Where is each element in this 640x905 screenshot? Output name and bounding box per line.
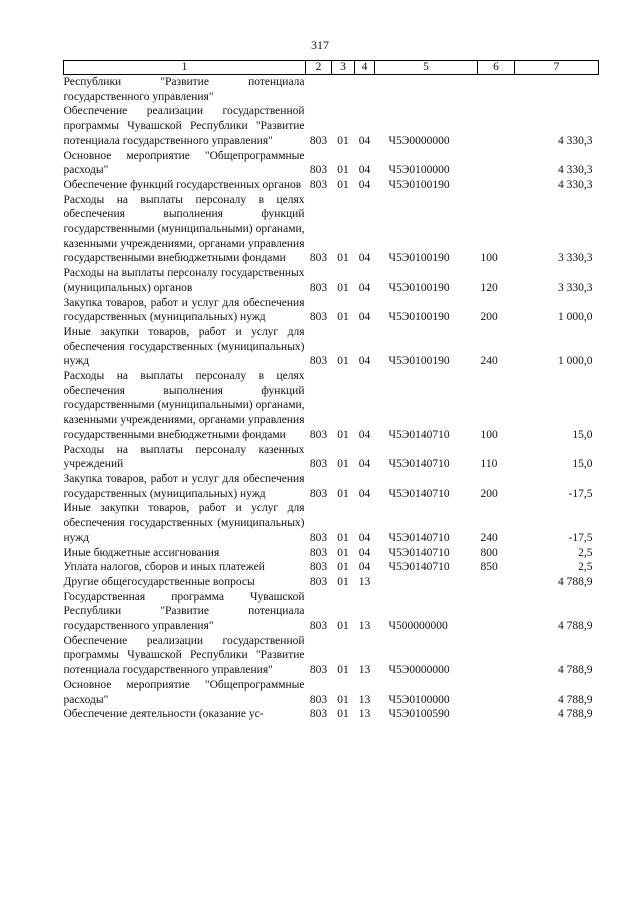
table-row bbox=[64, 325, 599, 369]
code-section: 01 bbox=[337, 693, 349, 706]
code-section: 01 bbox=[337, 252, 349, 265]
amount: 3 330,3 bbox=[558, 252, 593, 265]
code-subsection: 13 bbox=[358, 664, 371, 677]
code-subsection: 04 bbox=[358, 252, 371, 265]
code-section: 01 bbox=[337, 531, 349, 544]
amount: 4 788,9 bbox=[558, 575, 593, 588]
table-row bbox=[64, 193, 599, 267]
row-description: Иные закупки товаров, работ и услуг для обеспечения государственных (муниципальных) нужд bbox=[63, 325, 305, 368]
row-description: Республики "Развитие потенциала государственного управления" bbox=[63, 76, 305, 103]
code-ministry: 803 bbox=[309, 281, 328, 294]
table-row bbox=[64, 266, 599, 295]
header-cell: 2 bbox=[306, 61, 332, 75]
table-row bbox=[64, 575, 599, 590]
amount: -17,5 bbox=[568, 487, 593, 500]
header-cell: 6 bbox=[478, 61, 515, 75]
amount: 1 000,0 bbox=[558, 355, 593, 368]
code-ministry: 803 bbox=[309, 531, 328, 544]
code-ministry: 803 bbox=[309, 178, 328, 191]
code-target: Ч500000000 bbox=[388, 620, 448, 633]
amount: -17,5 bbox=[568, 531, 593, 544]
row-description: Обеспечение реализации государственной программы Чувашской Республики "Развитие потенциала государственного управления" bbox=[63, 105, 305, 147]
code-expense-type: 240 bbox=[480, 355, 498, 368]
code-target: Ч5Э0100190 bbox=[388, 178, 450, 191]
table-row bbox=[64, 369, 599, 443]
code-expense-type bbox=[478, 575, 515, 590]
row-description: Расходы на выплаты персоналу казенных учреждений bbox=[63, 443, 305, 471]
code-subsection: 04 bbox=[358, 164, 371, 177]
code-target bbox=[375, 75, 478, 105]
code-section: 01 bbox=[337, 281, 349, 294]
code-target: Ч5Э0140710 bbox=[388, 546, 450, 559]
code-ministry: 803 bbox=[309, 546, 328, 559]
code-expense-type: 800 bbox=[480, 546, 498, 559]
code-ministry: 803 bbox=[309, 693, 328, 706]
code-subsection: 04 bbox=[358, 546, 371, 559]
row-description: Расходы на выплаты персоналу государственных (муниципальных) органов bbox=[63, 267, 305, 294]
code-subsection bbox=[355, 75, 375, 105]
amount: 4 330,3 bbox=[558, 178, 593, 191]
code-ministry: 803 bbox=[309, 487, 328, 500]
code-expense-type bbox=[478, 634, 515, 678]
code-subsection: 13 bbox=[358, 620, 371, 633]
row-description: Государственная программа Чувашской Республики "Развитие потенциала государственного управления" bbox=[63, 590, 305, 633]
code-expense-type: 100 bbox=[480, 428, 498, 441]
code-section: 01 bbox=[337, 561, 349, 574]
row-description: Расходы на выплаты персоналу в целях обеспечения выполнения функций государственными (муниципальными) органами, казенными учреждениями, органами управления государственными внебюджетными фондами bbox=[63, 370, 305, 441]
table-row bbox=[64, 149, 599, 178]
code-target: Ч5Э0140710 bbox=[388, 561, 450, 574]
code-expense-type bbox=[478, 104, 515, 148]
row-description: Основное мероприятие "Общепрограммные расходы" bbox=[63, 678, 305, 706]
code-section: 01 bbox=[337, 664, 349, 677]
header-row bbox=[64, 61, 599, 75]
code-section: 01 bbox=[337, 458, 349, 471]
code-subsection: 04 bbox=[358, 458, 371, 471]
code-section: 01 bbox=[337, 546, 349, 559]
table-row bbox=[64, 560, 599, 575]
code-subsection: 04 bbox=[358, 134, 371, 147]
code-target: Ч5Э0100190 bbox=[388, 252, 450, 265]
code-expense-type: 850 bbox=[480, 561, 498, 574]
row-description: Уплата налогов, сборов и иных платежей bbox=[63, 561, 265, 574]
row-description: Обеспечение реализации государственной программы Чувашской Республики "Развитие потенциала государственного управления" bbox=[63, 634, 305, 677]
code-target: Ч5Э0000000 bbox=[388, 664, 450, 677]
code-subsection: 13 bbox=[358, 575, 371, 588]
code-expense-type: 100 bbox=[480, 252, 498, 265]
code-subsection: 04 bbox=[358, 561, 371, 574]
code-ministry: 803 bbox=[309, 355, 328, 368]
row-description: Обеспечение функций государственных органов bbox=[63, 178, 302, 191]
header-cell: 3 bbox=[332, 61, 355, 75]
code-subsection: 04 bbox=[358, 428, 371, 441]
code-expense-type: 110 bbox=[480, 458, 498, 471]
code-ministry: 803 bbox=[309, 428, 328, 441]
row-description: Другие общегосударственные вопросы bbox=[63, 575, 255, 588]
code-subsection: 04 bbox=[358, 281, 371, 294]
budget-table bbox=[63, 60, 599, 722]
code-ministry: 803 bbox=[309, 458, 328, 471]
code-subsection: 13 bbox=[358, 693, 371, 706]
code-expense-type: 120 bbox=[480, 281, 498, 294]
code-section: 01 bbox=[337, 178, 349, 191]
table-row bbox=[64, 678, 599, 707]
amount: 15,0 bbox=[572, 458, 593, 471]
code-expense-type bbox=[478, 707, 515, 722]
code-target: Ч5Э0140710 bbox=[388, 487, 450, 500]
amount: 4 788,9 bbox=[558, 708, 593, 721]
code-target: Ч5Э0140710 bbox=[388, 428, 450, 441]
code-section: 01 bbox=[337, 134, 349, 147]
code-target: Ч5Э0100590 bbox=[388, 708, 450, 721]
code-section: 01 bbox=[337, 620, 349, 633]
table-row bbox=[64, 634, 599, 678]
table-row bbox=[64, 546, 599, 561]
row-description: Основное мероприятие "Общепрограммные расходы" bbox=[63, 149, 305, 177]
code-section bbox=[332, 75, 355, 105]
code-subsection: 04 bbox=[358, 355, 371, 368]
code-expense-type bbox=[478, 590, 515, 634]
table-row bbox=[64, 472, 599, 501]
amount bbox=[515, 75, 599, 105]
amount: 2,5 bbox=[578, 546, 593, 559]
code-section: 01 bbox=[337, 311, 349, 324]
code-expense-type bbox=[478, 75, 515, 105]
code-section: 01 bbox=[337, 164, 349, 177]
code-target: Ч5Э0140710 bbox=[388, 531, 450, 544]
header-cell: 4 bbox=[355, 61, 375, 75]
table-row bbox=[64, 296, 599, 325]
header-cell: 7 bbox=[515, 61, 599, 75]
amount: 3 330,3 bbox=[558, 281, 593, 294]
code-section: 01 bbox=[337, 708, 349, 721]
row-description: Иные закупки товаров, работ и услуг для обеспечения государственных (муниципальных) нужд bbox=[63, 502, 305, 544]
code-expense-type: 240 bbox=[480, 531, 498, 544]
code-expense-type bbox=[478, 178, 515, 193]
code-subsection: 04 bbox=[358, 311, 371, 324]
code-ministry: 803 bbox=[309, 561, 328, 574]
code-subsection: 04 bbox=[358, 487, 371, 500]
code-ministry: 803 bbox=[309, 311, 328, 324]
code-target: Ч5Э0100190 bbox=[388, 355, 450, 368]
code-subsection: 13 bbox=[358, 708, 371, 721]
table-row bbox=[64, 104, 599, 148]
code-ministry: 803 bbox=[309, 620, 328, 633]
amount: 1 000,0 bbox=[558, 311, 593, 324]
row-description: Иные бюджетные ассигнования bbox=[63, 546, 220, 559]
code-subsection: 04 bbox=[358, 531, 371, 544]
amount: 15,0 bbox=[572, 428, 593, 441]
code-section: 01 bbox=[337, 355, 349, 368]
table-row bbox=[64, 707, 599, 722]
row-description: Расходы на выплаты персоналу в целях обеспечения выполнения функций государственными (муниципальными) органами, казенными учреждениями, органами управления государственными внебюджетными фондами bbox=[63, 193, 305, 265]
code-target: Ч5Э0100000 bbox=[388, 164, 450, 177]
code-ministry: 803 bbox=[309, 134, 328, 147]
code-ministry bbox=[306, 75, 332, 105]
code-section: 01 bbox=[337, 575, 349, 588]
amount: 4 788,9 bbox=[558, 664, 593, 677]
code-section: 01 bbox=[337, 487, 349, 500]
code-ministry: 803 bbox=[309, 575, 328, 588]
code-ministry: 803 bbox=[309, 164, 328, 177]
amount: 4 330,3 bbox=[558, 134, 593, 147]
code-expense-type bbox=[478, 149, 515, 178]
code-target: Ч5Э0100190 bbox=[388, 311, 450, 324]
table-row bbox=[64, 178, 599, 193]
code-expense-type: 200 bbox=[480, 487, 498, 500]
amount: 4 788,9 bbox=[558, 620, 593, 633]
code-target: Ч5Э0100000 bbox=[388, 693, 450, 706]
code-target bbox=[375, 575, 478, 590]
row-description: Закупка товаров, работ и услуг для обеспечения государственных (муниципальных) нужд bbox=[63, 472, 305, 500]
table-row bbox=[64, 590, 599, 634]
code-target: Ч5Э0000000 bbox=[388, 134, 450, 147]
row-description: Закупка товаров, работ и услуг для обеспечения государственных (муниципальных) нужд bbox=[63, 296, 305, 324]
code-subsection: 04 bbox=[358, 178, 371, 191]
code-ministry: 803 bbox=[309, 252, 328, 265]
code-target: Ч5Э0140710 bbox=[388, 458, 450, 471]
table-row bbox=[64, 443, 599, 472]
amount: 4 788,9 bbox=[558, 693, 593, 706]
code-ministry: 803 bbox=[309, 708, 328, 721]
code-section: 01 bbox=[337, 428, 349, 441]
code-expense-type: 200 bbox=[480, 311, 498, 324]
code-ministry: 803 bbox=[309, 664, 328, 677]
table-row bbox=[64, 75, 599, 105]
table-row bbox=[64, 501, 599, 545]
header-cell: 5 bbox=[375, 61, 478, 75]
header-cell: 1 bbox=[64, 61, 306, 75]
amount: 2,5 bbox=[578, 561, 593, 574]
code-target: Ч5Э0100190 bbox=[388, 281, 450, 294]
amount: 4 330,3 bbox=[558, 164, 593, 177]
page-number: 317 bbox=[311, 38, 329, 52]
row-description: Обеспечение деятельности (оказание ус- bbox=[63, 708, 264, 721]
code-expense-type bbox=[478, 678, 515, 707]
